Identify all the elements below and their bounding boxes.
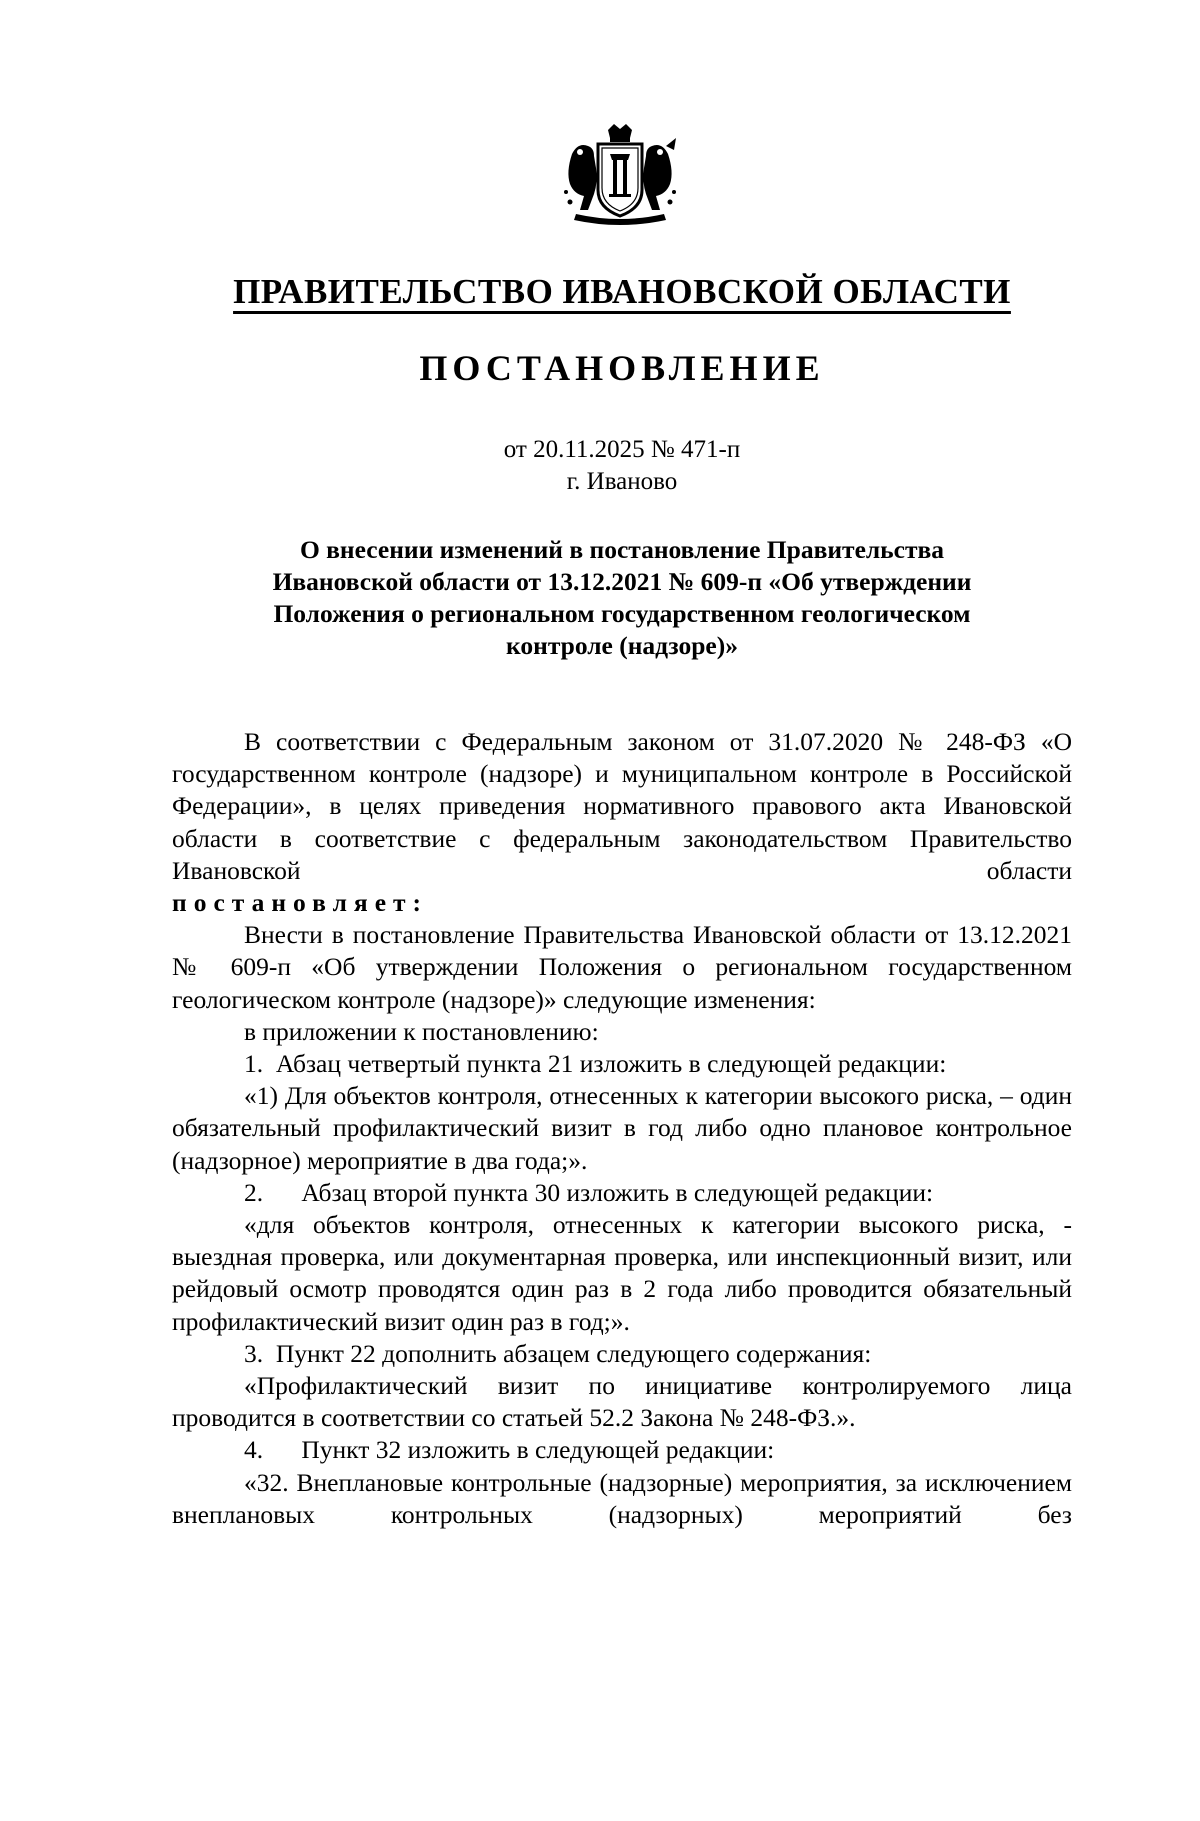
appendix-paragraph: в приложении к постановлению: (244, 1016, 599, 1046)
document-meta (172, 434, 1072, 498)
item-3-heading: 3. Пункт 22 дополнить абзацем следующего содержания: (244, 1338, 872, 1368)
resolution-word: постановляет: (172, 888, 429, 918)
item-4-text: «32. Внеплановые контрольные (надзорные) мероприятия, за исключением внеплановых контрольных (надзорных) мероприятий без (172, 1467, 1072, 1529)
preamble-paragraph: В соответствии с Федеральным законом от 31.07.2020 № 248-ФЗ «О государственном контроле (надзоре) и муниципальном контроле в Российской Федерации», в целях приведения нормативного правового акта Ивановской области в соответствие с федеральным законодательством Правительство Ивановской области (172, 727, 1072, 885)
date-number: от 20.11.2025 № 471-п (503, 436, 741, 463)
organization-title: ПРАВИТЕЛЬСТВО ИВАНОВСКОЙ ОБЛАСТИ (233, 272, 1011, 311)
item-1-heading: 1. Абзац четвертый пункта 21 изложить в следующей редакции: (244, 1049, 947, 1079)
document-type: ПОСТАНОВЛЕНИЕ (419, 348, 825, 388)
document-subject (172, 534, 1072, 662)
document-body (172, 726, 1072, 1531)
subject-line: Ивановской области от 13.12.2021 № 609-п «Об утверждении (272, 567, 972, 596)
item-2-text: «для объектов контроля, отнесенных к категории высокого риска, - выездная проверка, или документарная проверка, или инспекционный визит, или рейдовый осмотр проводятся один раз в 2 года либо проводится обязательный профилактический визит один раз в год;». (172, 1210, 1072, 1336)
document-page (0, 124, 1200, 1821)
subject-line: О внесении изменений в постановление Правительства (299, 535, 945, 564)
item-3-text: «Профилактический визит по инициативе контролируемого лица проводится в соответствии со статьей 52.2 Закона № 248-ФЗ.». (172, 1371, 1072, 1433)
subject-line: Положения о региональном государственном геологическом (273, 599, 971, 628)
item-4-heading: 4. Пункт 32 изложить в следующей редакции: (244, 1435, 775, 1465)
coat-of-arms-icon (558, 124, 682, 228)
intro-paragraph: Внести в постановление Правительства Ивановской области от 13.12.2021 № 609-п «Об утверждении Положения о региональном государственном геологическом контроле (надзоре)» следующие изменения: (172, 920, 1072, 1014)
item-2-heading: 2. Абзац второй пункта 30 изложить в следующей редакции: (244, 1177, 934, 1207)
city: г. Иваново (566, 468, 678, 495)
item-1-text: «1) Для объектов контроля, отнесенных к категории высокого риска, – один обязательный профилактический визит в год либо одно плановое контрольное (надзорное) мероприятие в два года;». (172, 1081, 1072, 1175)
subject-line: контроле (надзоре)» (506, 631, 738, 660)
